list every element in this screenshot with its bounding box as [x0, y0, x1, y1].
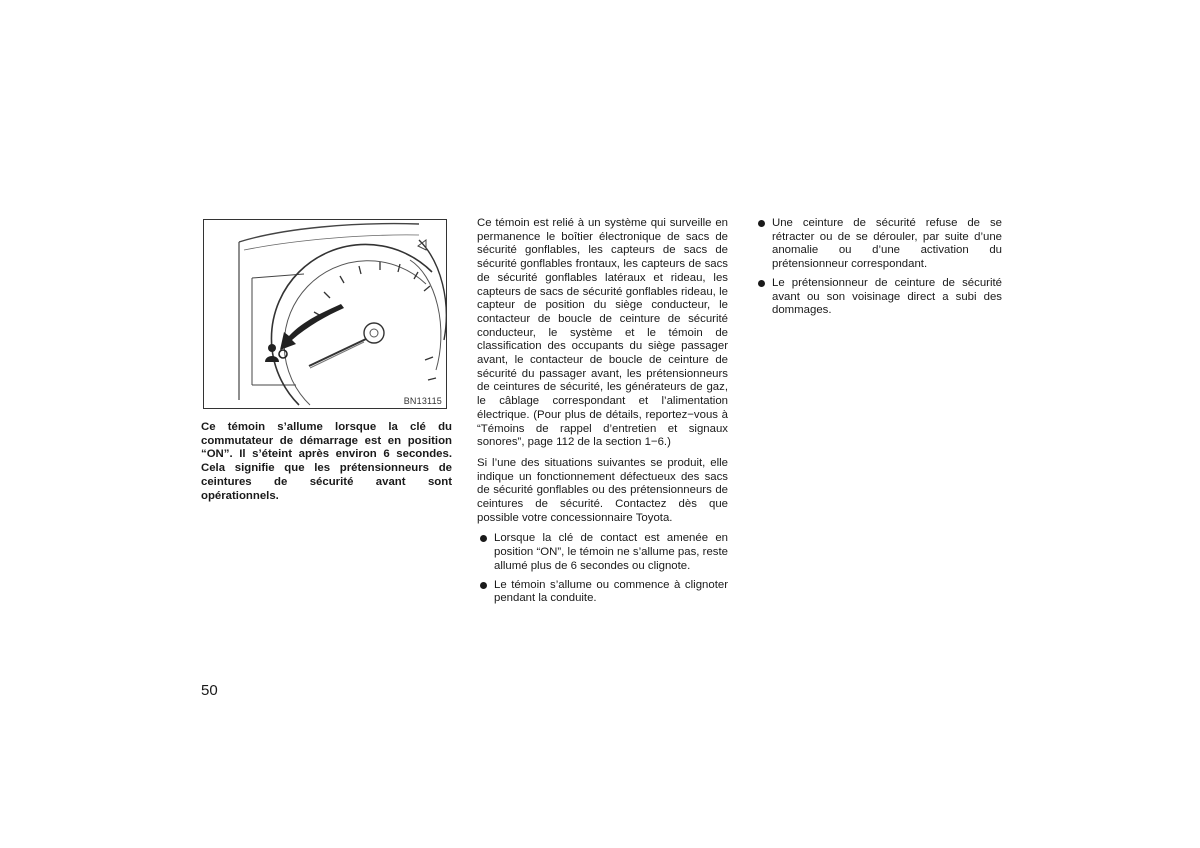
list-item: Lorsque la clé de contact est amenée en position “ON”, le témoin ne s’allume pas, reste allumé plus de 6 secondes ou clignote. — [478, 532, 728, 573]
instrument-cluster-illustration — [204, 220, 446, 408]
bullet-list — [756, 217, 1002, 318]
figure-caption: Ce témoin s’allume lorsque la clé du commutateur de démarrage est en position “ON”. Il s’éteint après environ 6 secondes. Cela signifie que les prétensionneurs de ceintures de sécurité avant sont opérationnels. — [201, 421, 452, 502]
list-item: Le témoin s’allume ou commence à clignoter pendant la conduite. — [478, 579, 728, 606]
list-item: Une ceinture de sécurité refuse de se rétracter ou de se dérouler, par suite d’une anomalie ou d’une activation du prétensionneur correspondant. — [756, 217, 1002, 272]
list-item: Le prétensionneur de ceinture de sécurité avant ou son voisinage direct a subi des dommages. — [756, 277, 1002, 318]
instrument-panel-figure — [203, 219, 447, 409]
paragraph: Si l’une des situations suivantes se produit, elle indique un fonctionnement défectueux des sacs de sécurité gonflables ou des prétensionneurs de ceintures de sécurité. Contactez dès que possible votre concessionnaire Toyota. — [477, 456, 728, 524]
text-column-right — [756, 217, 1002, 323]
figure-code: BN13115 — [403, 396, 442, 406]
page-number: 50 — [201, 682, 218, 699]
paragraph: Ce témoin est relié à un système qui surveille en permanence le boîtier électronique de sacs de sécurité gonflables, les capteurs de sacs de sécurité gonflables frontaux, les capteurs de sacs de sécurité gonflables latéraux et rideau, les capteurs de sacs de sécurité gonflables rideau, le capteur de position du siège conducteur, le contacteur de boucle de ceinture de sécurité conducteur, le système et le témoin de classification des occupants du siège passager avant, le contacteur de boucle de ceinture de sécurité du passager avant, les prétensionneurs de ceintures de sécurité, les générateurs de gaz, le câblage correspondant et l’alimentation électrique. (Pour plus de détails, reportez−vous à “Témoins de rappel d’entretien et signaux sonores”, page 112 de la section 1−6.) — [477, 217, 728, 449]
bullet-list — [477, 532, 728, 606]
text-column-middle — [477, 217, 728, 611]
